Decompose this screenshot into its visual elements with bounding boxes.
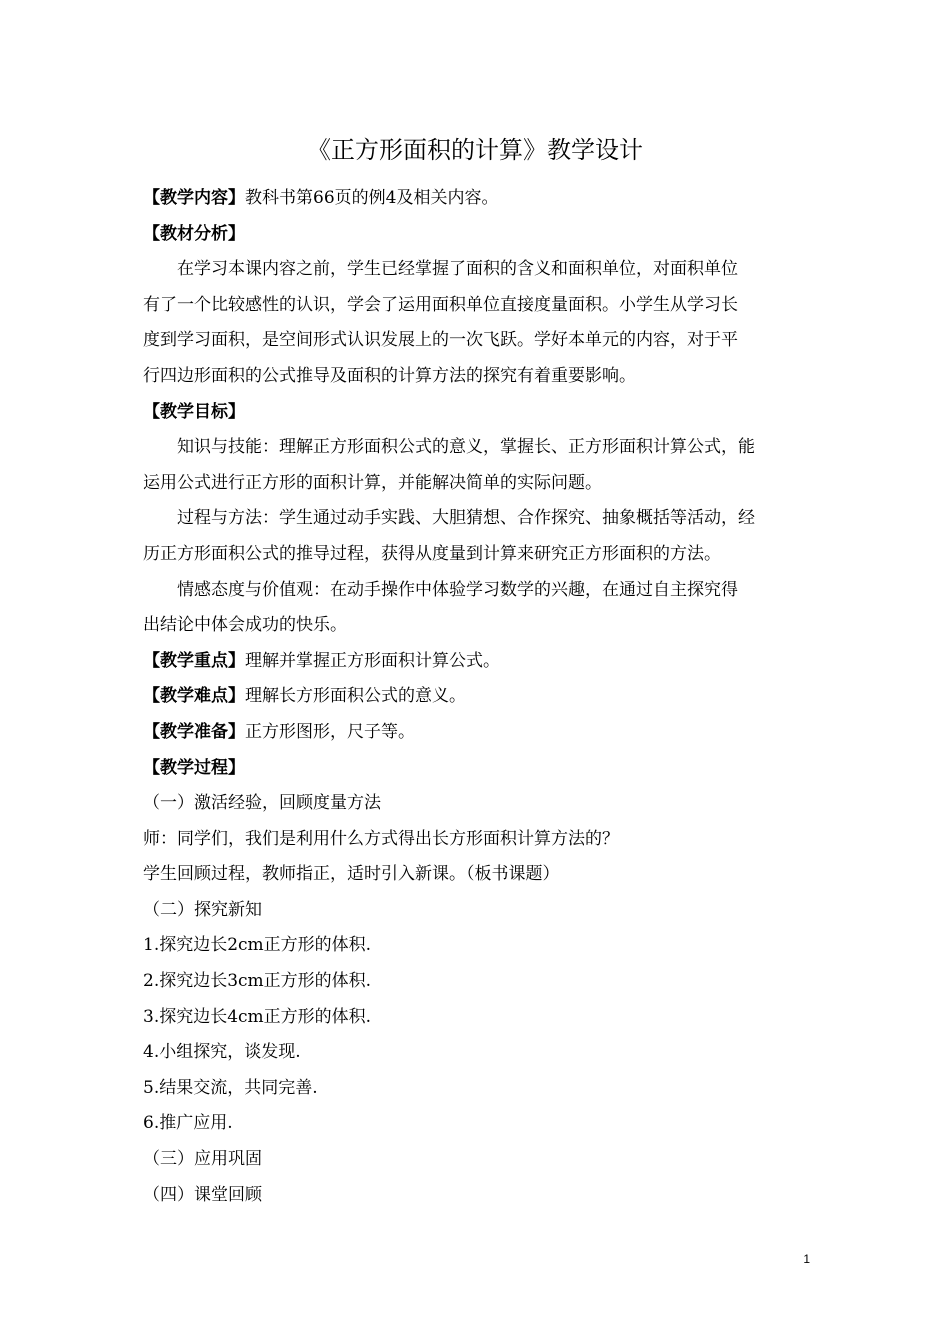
material-analysis-line: 行四边形面积的公式推导及面积的计算方法的探究有着重要影响。 [143, 365, 636, 386]
material-analysis-label: 【教材分析】 [143, 223, 245, 244]
teaching-content-label: 【教学内容】 [143, 188, 245, 208]
procedure-item: （四）课堂回顾 [143, 1184, 262, 1205]
preparation-label: 【教学准备】 [143, 721, 245, 742]
key-point-text: 理解并掌握正方形面积计算公式。 [245, 650, 500, 671]
goal-knowledge-line: 知识与技能：理解正方形面积公式的意义，掌握长、正方形面积计算公式，能 [177, 437, 755, 458]
key-point-section [143, 644, 807, 680]
document-title: 《正方形面积的计算》教学设计 [307, 136, 643, 164]
page-number: 1 [803, 1252, 810, 1266]
procedure-item: 师：同学们，我们是利用什么方式得出长方形面积计算方法的？ [143, 828, 619, 849]
goal-emotion-line: 出结论中体会成功的快乐。 [143, 615, 347, 636]
material-analysis-line: 在学习本课内容之前，学生已经掌握了面积的含义和面积单位，对面积单位 [177, 259, 738, 280]
goal-process-line: 历正方形面积公式的推导过程，获得从度量到计算来研究正方形面积的方法。 [143, 543, 721, 564]
procedure-item: 4.小组探究，谈发现. [143, 1042, 301, 1063]
difficulty-text: 理解长方形面积公式的意义。 [245, 686, 466, 707]
material-analysis-line: 有了一个比较感性的认识，学会了运用面积单位直接度量面积。小学生从学习长 [143, 294, 738, 315]
material-analysis-line: 度到学习面积，是空间形式认识发展上的一次飞跃。学好本单元的内容，对于平 [143, 330, 738, 351]
preparation-text: 正方形图形，尺子等。 [245, 721, 415, 742]
procedure-item: （一）激活经验，回顾度量方法 [143, 793, 381, 814]
preparation-section [143, 715, 807, 751]
procedure-item: 3.探究边长4cm正方形的体积. [143, 1006, 372, 1027]
difficulty-section [143, 679, 807, 715]
procedure-item: 5.结果交流，共同完善. [143, 1077, 318, 1098]
teaching-content-text: 教科书第66页的例4及相关内容。 [245, 188, 499, 208]
goal-process-line: 过程与方法：学生通过动手实践、大胆猜想、合作探究、抽象概括等活动，经 [177, 508, 755, 529]
difficulty-label: 【教学难点】 [143, 686, 245, 707]
procedure-label: 【教学过程】 [143, 757, 245, 778]
procedure-item: 1.探究边长2cm正方形的体积. [143, 935, 372, 956]
procedure-item: （二）探究新知 [143, 899, 262, 920]
procedure-item: （三）应用巩固 [143, 1149, 262, 1170]
key-point-label: 【教学重点】 [143, 650, 245, 671]
procedure-item: 2.探究边长3cm正方形的体积. [143, 971, 372, 992]
goal-knowledge-line: 运用公式进行正方形的面积计算，并能解决简单的实际问题。 [143, 472, 602, 493]
goal-emotion-line: 情感态度与价值观：在动手操作中体验学习数学的兴趣，在通过自主探究得 [177, 579, 738, 600]
teaching-content-section [143, 181, 807, 217]
document-body [143, 181, 807, 1213]
procedure-item: 6.推广应用. [143, 1113, 233, 1134]
teaching-goals-label: 【教学目标】 [143, 401, 245, 422]
procedure-item: 学生回顾过程，教师指正，适时引入新课。（板书课题） [143, 864, 560, 885]
